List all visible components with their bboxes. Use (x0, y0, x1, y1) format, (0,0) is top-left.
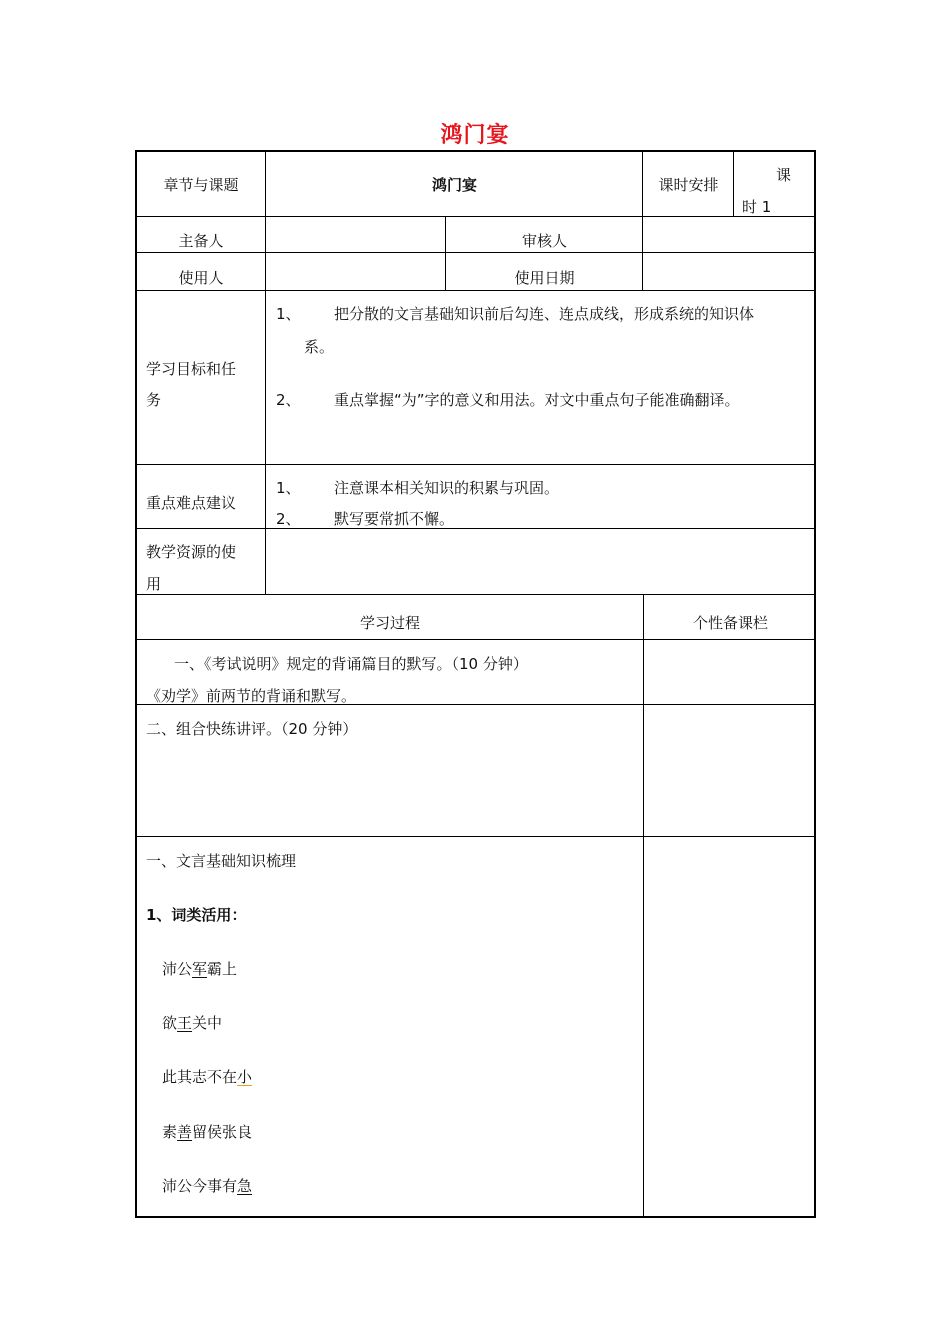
chapter-label-cell (135, 150, 265, 216)
section1-content-cell (135, 639, 643, 704)
section3-content-cell (135, 836, 643, 1218)
goals-label-line1: 学习目标和任 (146, 360, 237, 378)
difficulty-label-cell (135, 464, 265, 528)
section3-row (135, 836, 816, 1218)
section3-heading: 一、文言基础知识梳理 (146, 852, 297, 870)
schedule-label-cell (642, 150, 733, 216)
resources-label-line1: 教学资源的使 (146, 543, 237, 561)
goal-1-text: 把分散的文言基础知识前后勾连、连点成线，形成系统的知识体 (334, 305, 755, 323)
header-row (135, 150, 816, 216)
goal-1-text-continued: 系。 (304, 338, 335, 356)
section3-notes-cell (643, 836, 816, 1218)
preparer-row (135, 216, 816, 252)
preparer-label-cell (135, 216, 265, 252)
document-title: 鸿门宴 (440, 123, 510, 148)
example-5-key-word: 急 (237, 1177, 253, 1195)
user-row (135, 252, 816, 290)
difficulty-2-number: 2、 (276, 510, 301, 528)
process-header-right-cell (643, 594, 816, 639)
section1-line2: 《劝学》前两节的背诵和默写。 (146, 687, 357, 705)
difficulty-1-number: 1、 (276, 479, 301, 497)
section2-notes-cell (643, 704, 816, 836)
process-header-left-cell (135, 594, 643, 639)
user-label-cell (135, 252, 265, 290)
resources-row (135, 528, 816, 594)
preparer-label: 主备人 (178, 232, 224, 250)
difficulty-row (135, 464, 816, 528)
reviewer-label-cell (445, 216, 642, 252)
goals-content-cell (265, 290, 816, 464)
schedule-value-top: 课 (776, 166, 792, 184)
date-label-cell (445, 252, 642, 290)
word-class-subheading: 1、词类活用： (146, 906, 247, 924)
example-1: 沛公军霸上 (162, 960, 238, 978)
process-header-left: 学习过程 (359, 614, 420, 632)
example-1-key-word: 军 (192, 960, 208, 978)
schedule-value-bottom: 时 1 (742, 198, 772, 216)
chapter-value: 鸿门宴 (431, 176, 477, 194)
example-4-key-word: 善 (177, 1123, 193, 1141)
section2-row (135, 704, 816, 836)
resources-label-cell (135, 528, 265, 594)
process-header-right: 个性备课栏 (692, 614, 768, 632)
goal-2-number: 2、 (276, 391, 301, 409)
section1-line1: 一、《考试说明》规定的背诵篇目的默写。（10 分钟） (174, 655, 528, 673)
chapter-label: 章节与课题 (163, 176, 239, 194)
example-2: 欲王关中 (162, 1014, 223, 1032)
difficulty-1-text: 注意课本相关知识的积累与巩固。 (334, 479, 560, 497)
example-4: 素善留侯张良 (162, 1123, 253, 1141)
example-2-key-word: 王 (177, 1014, 193, 1032)
goal-1-number: 1、 (276, 305, 301, 323)
goal-2-text: 重点掌握“为”字的意义和用法。对文中重点句子能准确翻译。 (334, 391, 740, 409)
goals-row (135, 290, 816, 464)
section1-row (135, 639, 816, 704)
resources-value-cell (265, 528, 816, 594)
reviewer-value-cell (642, 216, 816, 252)
preparer-value-cell (265, 216, 445, 252)
section2-text: 二、组合快练讲评。（20 分钟） (146, 720, 358, 738)
chapter-value-cell (265, 150, 642, 216)
user-label: 使用人 (178, 269, 224, 287)
goals-label-line2: 务 (146, 391, 162, 409)
example-3: 此其志不在小 (162, 1068, 253, 1086)
difficulty-content-cell (265, 464, 816, 528)
example-3-key-word: 小 (237, 1068, 253, 1086)
section2-content-cell (135, 704, 643, 836)
user-value-cell (265, 252, 445, 290)
goals-label-cell (135, 290, 265, 464)
section1-notes-cell (643, 639, 816, 704)
difficulty-label: 重点难点建议 (146, 494, 237, 512)
resources-label-line2: 用 (146, 575, 162, 593)
reviewer-label: 审核人 (521, 232, 567, 250)
process-header-row (135, 594, 816, 639)
schedule-label: 课时安排 (658, 176, 719, 194)
date-label: 使用日期 (514, 269, 575, 287)
example-5: 沛公今事有急 (162, 1177, 253, 1195)
schedule-value-cell (733, 150, 816, 216)
difficulty-2-text: 默写要常抓不懈。 (334, 510, 455, 528)
date-value-cell (642, 252, 816, 290)
